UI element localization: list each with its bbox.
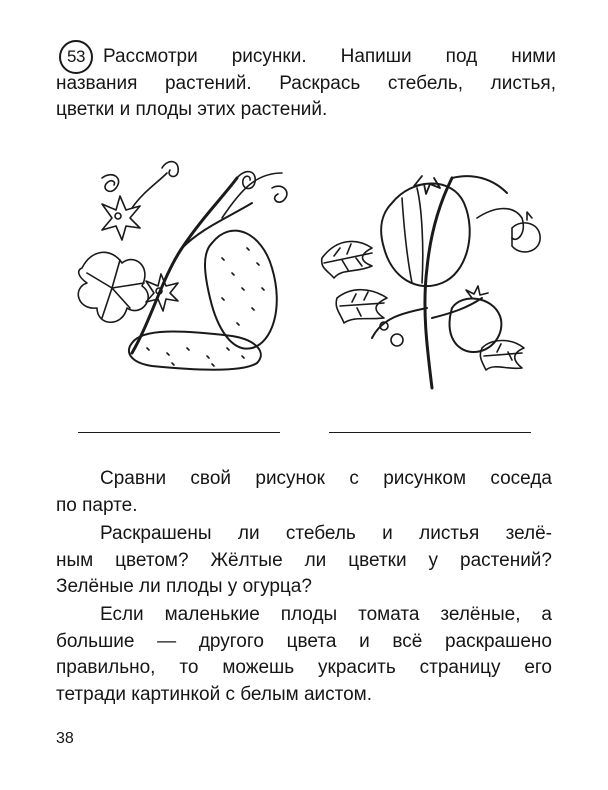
plant-illustrations	[72, 148, 552, 398]
text-line: ным цветом? Жёлтые ли цветки у растений?	[56, 549, 552, 571]
text-line: по парте.	[56, 494, 138, 516]
cucumber-fruit	[205, 231, 277, 349]
task-number: 53	[67, 47, 85, 66]
tomato-bud	[391, 334, 403, 346]
task-line: цветки и плоды этих растений.	[56, 99, 328, 120]
text-line: правильно, то можешь украсить страницу его	[56, 657, 552, 678]
task-line: Рассмотри рисунки. Напиши под ними	[103, 46, 556, 67]
page-number: 38	[56, 730, 74, 747]
answer-line-cucumber[interactable]	[78, 432, 280, 433]
cucumber-plant-illustration	[78, 162, 287, 370]
tomato-leaf	[336, 290, 387, 323]
text-line: Раскрашены ли стебель и листья зелё-	[100, 523, 552, 544]
task-instruction	[56, 44, 556, 124]
text-line: Зелёные ли плоды у огурца?	[56, 576, 312, 597]
paragraph-reward	[56, 602, 552, 708]
paragraph-compare	[56, 466, 552, 519]
text-line: тетради картинкой с белым аистом.	[56, 683, 373, 705]
tomato-plant-illustration	[322, 176, 540, 388]
cucumber-fruit	[129, 332, 261, 370]
cucumber-leaf	[78, 252, 148, 322]
text-line: большие — другого цвета и всё раскрашено	[56, 630, 552, 652]
tomato-bud	[512, 212, 540, 252]
text-line: Если маленькие плоды томата зелёные, а	[100, 604, 552, 625]
cucumber-flower	[102, 196, 140, 240]
paragraph-questions	[56, 521, 552, 601]
task-line: названия растений. Раскрась стебель, листья,	[56, 72, 556, 94]
cucumber-flower	[146, 274, 178, 311]
answer-line-tomato[interactable]	[329, 432, 531, 433]
tomato-leaf	[480, 341, 524, 371]
tomato-leaf	[322, 241, 372, 278]
text-line: Сравни свой рисунок с рисунком соседа	[100, 468, 552, 489]
